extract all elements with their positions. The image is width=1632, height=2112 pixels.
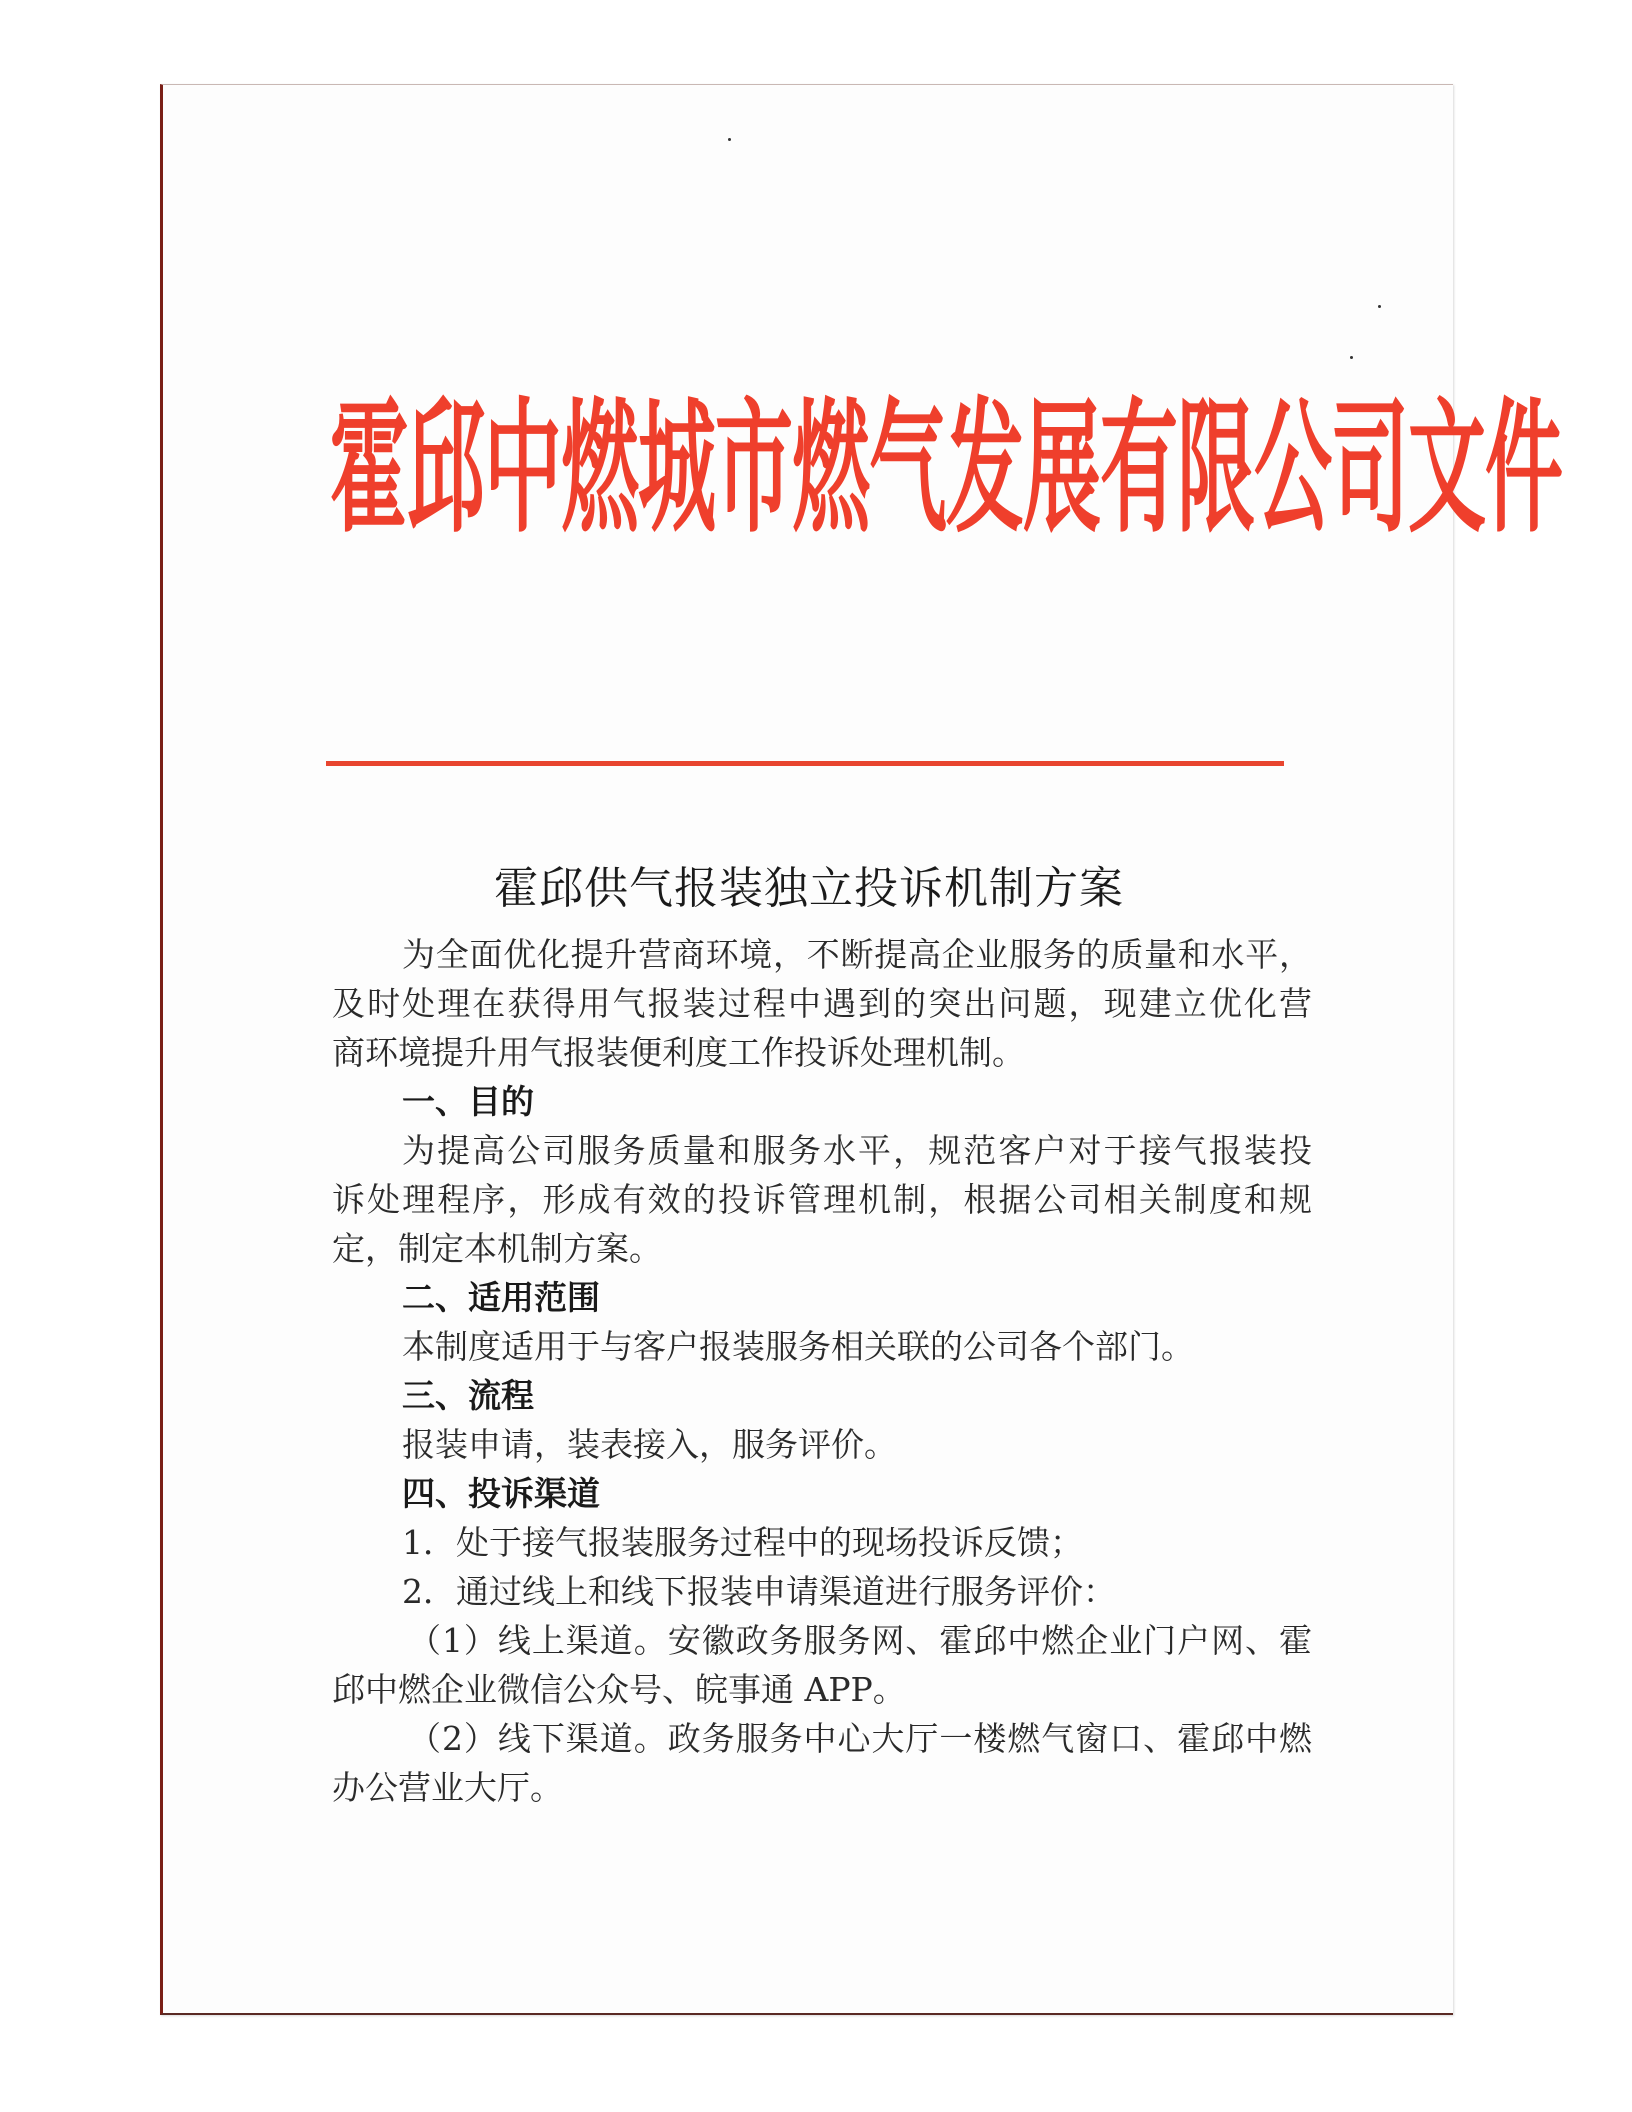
section-scope-line: 本制度适用于与客户报装服务相关联的公司各个部门。 <box>402 1327 1194 1366</box>
channels-offline-line: （2）线下渠道。政务服务中心大厅一楼燃气窗口、霍邱中燃 <box>408 1719 1312 1758</box>
scan-speck <box>728 138 731 141</box>
section-heading-scope: 二、适用范围 <box>402 1278 600 1317</box>
channels-offline-line: 办公营业大厅。 <box>332 1768 563 1807</box>
section-purpose-line: 定，制定本机制方案。 <box>332 1229 662 1268</box>
section-heading-channels: 四、投诉渠道 <box>402 1474 600 1513</box>
section-process-line: 报装申请，装表接入，服务评价。 <box>402 1425 897 1464</box>
channels-online-line: （1）线上渠道。安徽政务服务网、霍邱中燃企业门户网、霍 <box>408 1621 1312 1660</box>
intro-line: 为全面优化提升营商环境，不断提高企业服务的质量和水平， <box>402 935 1312 974</box>
channels-online-line: 邱中燃企业微信公众号、皖事通 APP。 <box>332 1670 906 1709</box>
section-purpose-line: 为提高公司服务质量和服务水平，规范客户对于接气报装投 <box>402 1131 1312 1170</box>
org-header-title: 霍邱中燃城市燃气发展有限公司文件 <box>330 386 1563 554</box>
intro-line: 及时处理在获得用气报装过程中遇到的突出问题，现建立优化营 <box>332 984 1312 1023</box>
document-body <box>332 930 1312 1812</box>
intro-line: 商环境提升用气报装便利度工作投诉处理机制。 <box>332 1033 1025 1072</box>
header-red-rule <box>326 761 1284 766</box>
section-heading-purpose: 一、目的 <box>402 1082 534 1121</box>
section-heading-process: 三、流程 <box>402 1376 534 1415</box>
channels-item-1: 1．处于接气报装服务过程中的现场投诉反馈； <box>402 1523 1083 1562</box>
section-purpose-line: 诉处理程序，形成有效的投诉管理机制，根据公司相关制度和规 <box>332 1180 1312 1219</box>
scan-speck <box>1378 305 1381 308</box>
scan-speck <box>1350 356 1353 359</box>
channels-item-2: 2．通过线上和线下报装申请渠道进行服务评价： <box>402 1572 1116 1611</box>
document-title: 霍邱供气报装独立投诉机制方案 <box>494 863 1124 914</box>
